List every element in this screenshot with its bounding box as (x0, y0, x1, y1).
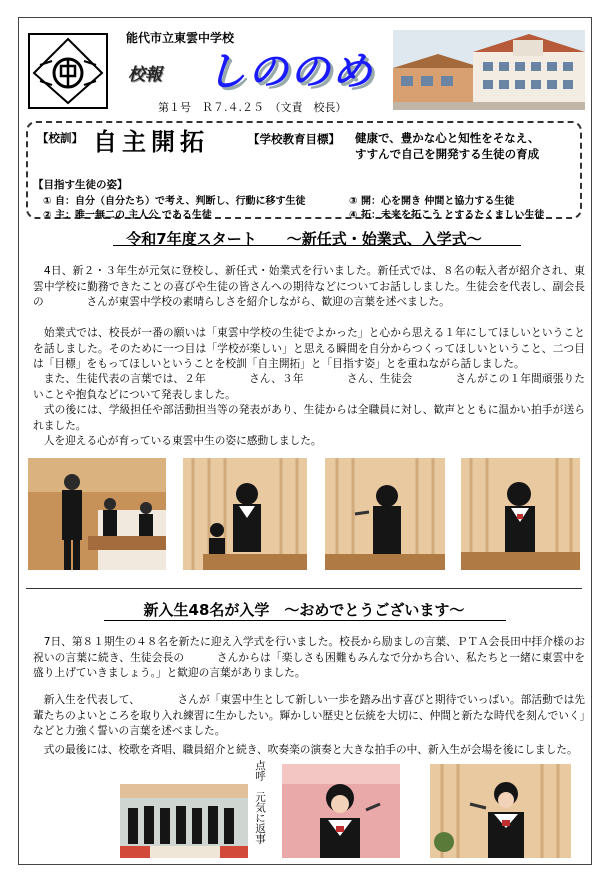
article-1-heading: 令和7年度スタート ～新任式・始業式、入学式～ (126, 230, 482, 248)
student-goal-item: ① 自：自分（自分たち）で考え、判断し、行動に移す生徒 (43, 196, 306, 207)
section-divider (26, 588, 582, 589)
motto-label: 【校訓】 (37, 131, 83, 145)
ceremony-photo (461, 458, 580, 570)
article-1-paragraph: 4日、新２・３年生が元気に登校し、新任式・始業式を行いました。新任式では、８名の転入者が紹介され、東雲中学校に勤務できたことの喜びや生徒の皆さんへの期待などについてお話ししました。生徒会を代表し、副会長の さんが東雲中学校の素晴らしさを紹介しながら、歓迎の言葉を述べました。 (33, 264, 585, 309)
heading-underline (104, 620, 506, 621)
new-student-speech-photo (282, 764, 400, 858)
heading-underline (113, 245, 521, 246)
school-building-image (393, 30, 585, 110)
article-2-paragraph: 新入生を代表して、 さんが「東雲中生として新しい一歩を踏み出す喜びと期待でいっぱい。部活動では先輩たちのよいところを取り入れ練習に生かしたい。輝かしい歴史と伝統を大切に、仲間と新たな時代を刻んでいく」などと力強く誓いの言葉を述べました。 (33, 693, 585, 738)
article-2-heading: 新入生48名が入学 ～おめでとうございます～ (143, 601, 465, 619)
article-2-paragraph: 7日、第８１期生の４８名を新たに迎え入学式を行いました。校長から励ましの言葉、ＰＴＡ会長田中拝介様のお祝いの言葉に続き、生徒会長の さんからは「楽しさも困難もみんなで分かち合い、私たちと一緒に東雲中を盛り上げていきましょう。」と歓迎の言葉がありました。 (33, 635, 585, 680)
motto-calligraphy: 自主開拓 (93, 127, 209, 156)
student-goal-item: ② 主：唯一無二の 主人公 である生徒 (43, 210, 212, 221)
student-goal-item: ③ 開：心を開き 仲間と協力する生徒 (349, 196, 515, 207)
issue-info: 第１号 Ｒ７.４.２５ （文責 校長） (158, 101, 347, 114)
ceremony-photo (325, 458, 445, 570)
article-1-paragraph: また、生徒代表の言葉では、２年 さん、３年 さん、生徒会 さんがこの１年間頑張りたいことや抱負などについて発表しました。 (33, 372, 585, 401)
student-goal-item: ④ 拓：未来を拓こう とするたくましい生徒 (349, 210, 545, 221)
goal-line-2: すすんで自己を開発する生徒の育成 (355, 147, 540, 161)
goal-text (355, 130, 577, 162)
entrance-ceremony-photo (120, 784, 248, 858)
article-2-paragraph: 式の最後には、校歌を斉唱、職員紹介と続き、吹奏楽の演奏と大きな拍手の中、新入生が会場を後にしました。 (33, 743, 578, 756)
article-1-paragraph: 始業式では、校長が一番の願いは「東雲中学校の生徒でよかった」と心から思える１年にしてほしいということを話しました。そのために一つ目は「学校が楽しい」と思える瞬間を自分からつくってほしいということ、二つ目は「目標」をもってほしいということを校訓「自主開拓」と「目指す姿」とを重ねながら話しました。 (33, 326, 585, 371)
article-1-paragraph: 人を迎える心が育っている東雲中生の姿に感動しました。 (33, 434, 322, 447)
bulletin-label: 校報 (128, 65, 162, 85)
school-seal-icon (28, 33, 108, 109)
article-1-paragraph: 式の後には、学級担任や部活動担当等の発表があり、生徒からは全職員に対し、歓声とともに温かい拍手が送られました。 (33, 403, 585, 432)
goal-label: 【学校教育目標】 (248, 132, 340, 146)
ceremony-photo (183, 458, 307, 570)
school-name: 能代市立東雲中学校 (126, 31, 235, 45)
photo-caption: 点呼 元気に返事 (254, 760, 266, 844)
ceremony-photo (28, 458, 166, 570)
newsletter-title: しののめ (206, 49, 374, 95)
student-goals-label: 【目指す生徒の姿】 (33, 179, 128, 191)
new-student-speech-photo (430, 764, 571, 858)
goal-line-1: 健康で、豊かな心と知性をそなえ、 (355, 131, 540, 145)
